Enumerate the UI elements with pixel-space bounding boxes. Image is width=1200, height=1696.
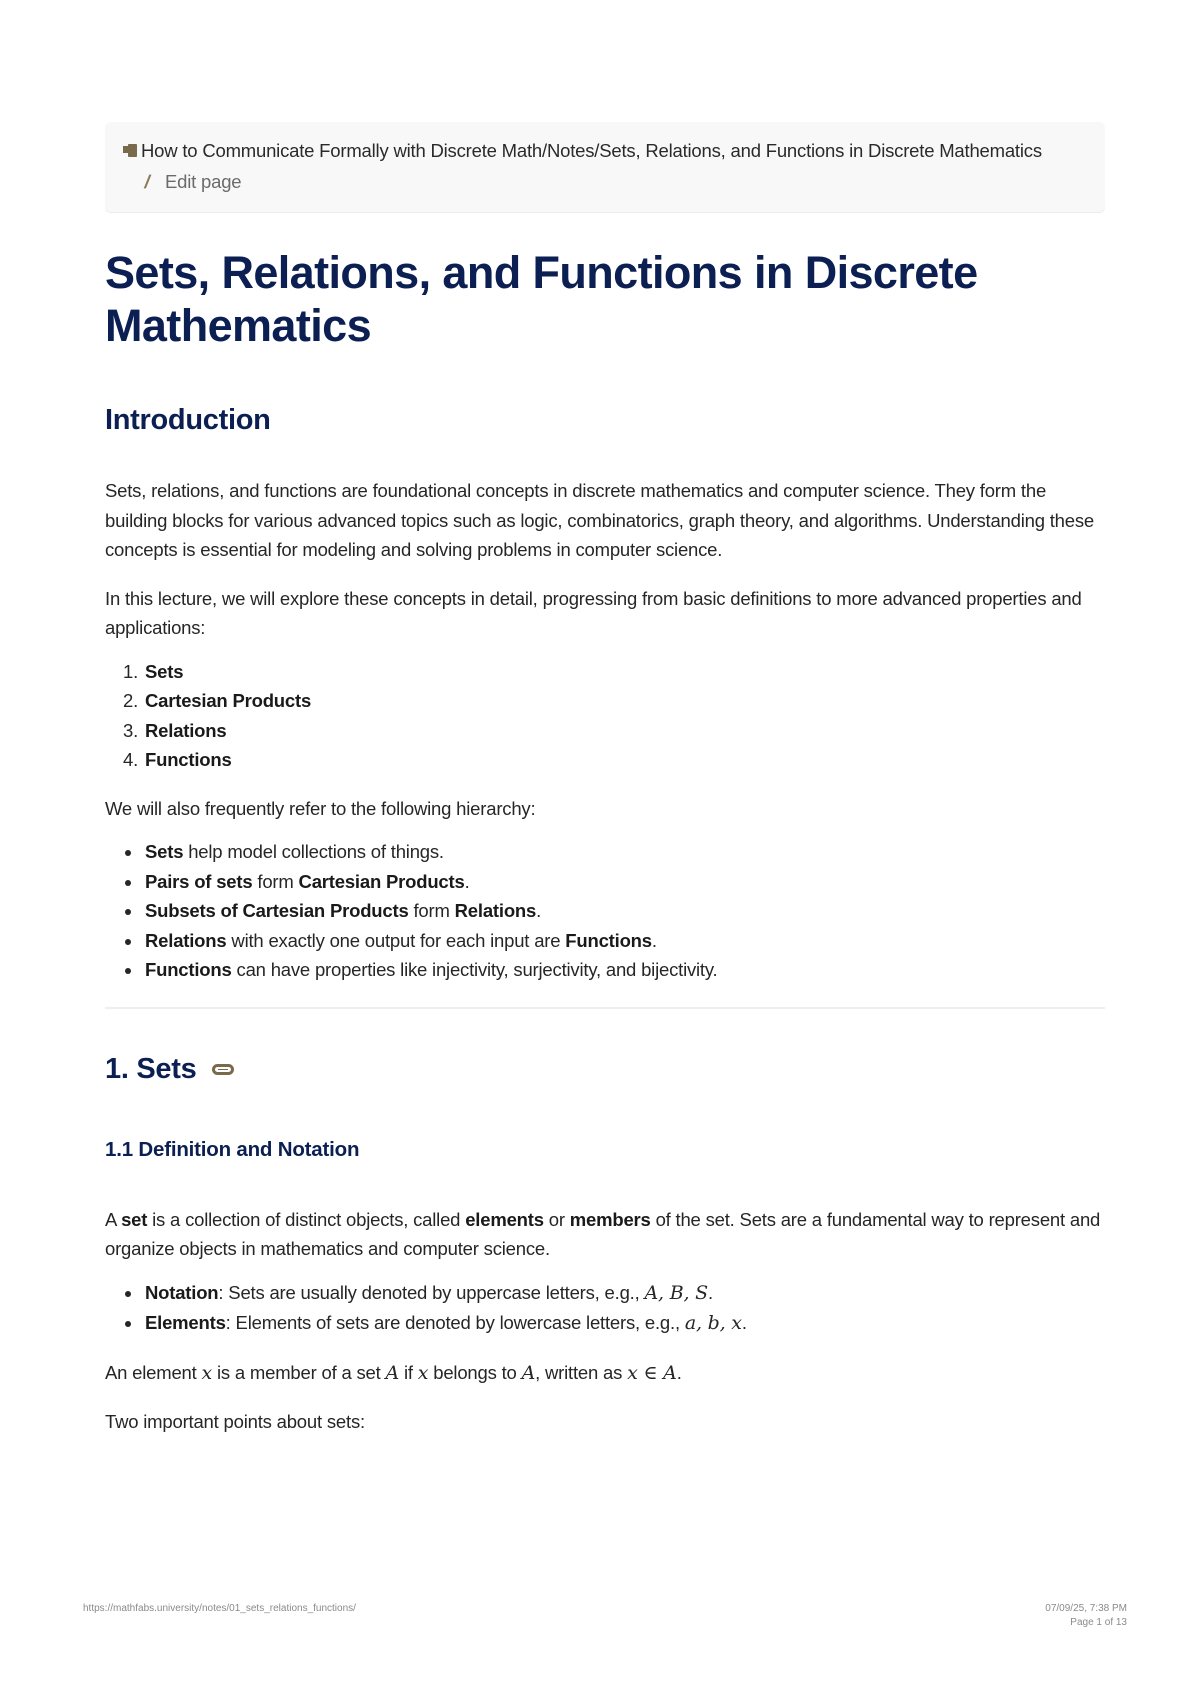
intro-paragraph-1: Sets, relations, and functions are foundational concepts in discrete mathematics and computer science. They form the building blocks for various advanced topics such as logic, combinatorics, graph theory, and algorithms. Understanding these concepts is essential for modeling and solving problems in computer science.	[105, 480, 1094, 560]
breadcrumb-item-notes[interactable]: Notes	[546, 140, 595, 161]
link-icon[interactable]	[212, 1064, 234, 1075]
term-set: set	[121, 1208, 148, 1230]
topic-label: Cartesian Products	[145, 690, 312, 711]
edit-page-link[interactable]	[123, 167, 1087, 196]
hierarchy-list	[105, 837, 1105, 985]
edit-page-label: Edit page	[165, 171, 242, 192]
page-content	[105, 122, 1105, 1437]
membership-paragraph	[105, 1358, 1105, 1389]
hierarchy-term: Subsets of Cartesian Products	[145, 900, 409, 921]
section-divider	[105, 1007, 1105, 1009]
hierarchy-lead: We will also frequently refer to the following hierarchy:	[105, 797, 536, 819]
topic-item	[143, 745, 1105, 775]
math-var: A	[663, 1361, 677, 1384]
math-var: A	[385, 1361, 400, 1384]
intro-paragraph-2: In this lecture, we will explore these concepts in detail, progressing from basic definitions to more advanced properties and applications:	[105, 587, 1082, 638]
hierarchy-item	[143, 926, 1105, 956]
heading-definition-notation: 1.1 Definition and Notation	[105, 1137, 360, 1161]
hierarchy-text: .	[464, 870, 470, 892]
topic-label: Relations	[145, 719, 227, 741]
hierarchy-term: Functions	[145, 959, 232, 980]
points-lead: Two important points about sets:	[105, 1411, 365, 1432]
topic-item	[143, 686, 1105, 716]
hierarchy-item	[143, 867, 1105, 897]
term-members: members	[569, 1208, 651, 1230]
hierarchy-text: .	[536, 900, 542, 921]
footer-url: https://mathfabs.university/notes/01_sets_relations_functions/	[83, 1603, 356, 1614]
math-var: A	[521, 1361, 536, 1384]
notation-item	[143, 1308, 1105, 1339]
topic-label: Functions	[145, 749, 232, 770]
math-var: x	[201, 1361, 213, 1384]
hierarchy-item	[143, 955, 1105, 985]
text: .	[676, 1361, 682, 1383]
heading-introduction: Introduction	[105, 404, 271, 436]
folder-icon	[123, 143, 139, 158]
topics-list	[105, 657, 1105, 775]
breadcrumb-item-course[interactable]: How to Communicate Formally with Discrete Math	[141, 140, 542, 161]
notation-text: .	[741, 1312, 747, 1333]
notation-label: Elements	[145, 1312, 226, 1333]
term-elements: elements	[465, 1208, 544, 1230]
hierarchy-term: Relations	[454, 900, 537, 921]
notation-list	[105, 1278, 1105, 1339]
topic-label: Sets	[145, 660, 184, 682]
text: or	[543, 1208, 570, 1230]
hierarchy-text: form	[252, 870, 299, 892]
set-definition-paragraph	[105, 1205, 1105, 1264]
text: of the set. Sets are a fundamental way to represent and organize objects in mathematics and computer science.	[105, 1208, 1101, 1259]
math-expression: A, B, S	[644, 1281, 708, 1304]
notation-item	[143, 1278, 1105, 1309]
hierarchy-term: Relations	[145, 929, 227, 951]
footer-meta	[1045, 1602, 1127, 1630]
text: A	[105, 1208, 122, 1230]
math-var: x	[627, 1361, 638, 1384]
text: if	[399, 1361, 418, 1383]
notation-label: Notation	[145, 1281, 219, 1303]
hierarchy-item	[143, 896, 1105, 926]
math-expression: a, b, x	[684, 1312, 742, 1334]
notation-text: .	[707, 1281, 713, 1303]
topic-item	[143, 716, 1105, 746]
notation-text: : Elements of sets are denoted by lowercase letters, e.g.,	[225, 1312, 685, 1333]
text: is a member of a set	[212, 1361, 386, 1383]
hierarchy-item	[143, 837, 1105, 867]
hierarchy-term: Functions	[565, 929, 652, 951]
hierarchy-text: .	[651, 929, 657, 951]
text: belongs to	[428, 1361, 522, 1383]
math-var: x	[417, 1361, 429, 1384]
breadcrumb-separator: /	[594, 140, 600, 161]
heading-sets-label: 1. Sets	[105, 1052, 197, 1085]
hierarchy-text: can have properties like injectivity, surjectivity, and bijectivity.	[231, 959, 718, 980]
breadcrumb-trail	[123, 136, 1087, 165]
hierarchy-text: form	[408, 900, 455, 921]
edit-pencil-icon: /	[142, 171, 153, 192]
hierarchy-text: with exactly one output for each input are	[226, 929, 566, 951]
heading-sets	[105, 1051, 1105, 1087]
text: is a collection of distinct objects, called	[147, 1208, 466, 1230]
notation-text: : Sets are usually denoted by uppercase letters, e.g.,	[218, 1281, 645, 1303]
math-operator-element-of: ∈	[637, 1361, 664, 1384]
footer-datetime: 07/09/25, 7:38 PM	[1045, 1603, 1127, 1614]
text: , written as	[535, 1361, 628, 1383]
hierarchy-term: Sets	[145, 841, 184, 862]
hierarchy-text: help model collections of things.	[183, 841, 444, 862]
breadcrumb-item-current: Sets, Relations, and Functions in Discrete Mathematics	[599, 140, 1042, 161]
footer-page-number: Page 1 of 13	[1070, 1617, 1127, 1628]
page-title: Sets, Relations, and Functions in Discrete Mathematics	[105, 247, 978, 351]
breadcrumb-separator: /	[542, 140, 547, 161]
topic-item	[143, 657, 1105, 687]
hierarchy-term: Cartesian Products	[298, 870, 465, 892]
text: An element	[105, 1361, 202, 1383]
hierarchy-term: Pairs of sets	[145, 870, 253, 892]
breadcrumb	[105, 122, 1105, 212]
